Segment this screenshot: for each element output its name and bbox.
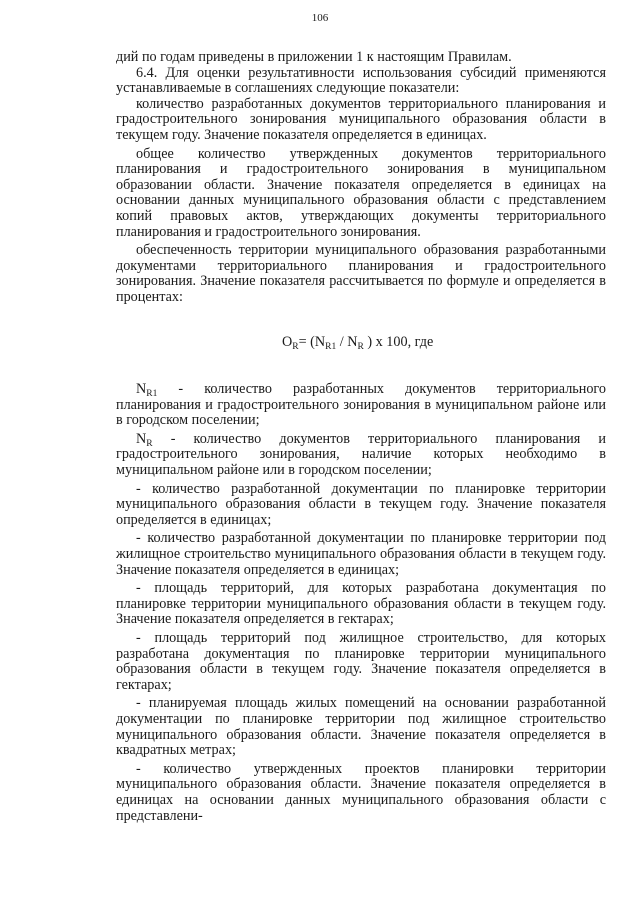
definition-nr-sub: R	[146, 438, 153, 449]
indicator-approved-documents: общее количество утвержденных документов территориального планирования и градостроительного зонирования в муниципальном образовании области. Значение показателя определяется в единицах на основании данных муниципального образования области с представлением копий правовых актов, утверждающих документы территориального планирования и градостроительного зонирования.	[116, 145, 606, 240]
definition-nr1-symbol: N	[136, 381, 147, 398]
formula-n1-sub: R1	[325, 341, 337, 352]
formula-o-sub: R	[292, 341, 299, 352]
formula-eq-open: = (N	[298, 333, 326, 350]
definition-nr	[116, 432, 606, 479]
formula-slash: / N	[336, 333, 358, 350]
list-item: - количество разработанной документации по планировке территории муниципального образования области в текущем году. Значение показателя определяется в единицах;	[116, 480, 606, 528]
paragraph-6-4: 6.4. Для оценки результативности использования субсидий применяются устанавливаемые в соглашениях следующие показатели:	[116, 64, 606, 97]
formula-tail: ) x 100, где	[363, 333, 434, 350]
page-number: 106	[311, 12, 329, 24]
definition-nr1-sub: R1	[146, 389, 158, 400]
formula	[116, 335, 606, 351]
formula-n2-sub: R	[357, 341, 364, 352]
indicator-developed-documents: количество разработанных документов территориального планирования и градостроительного зонирования муниципального образования области в текущем году. Значение показателя определяется в единицах.	[116, 95, 606, 143]
document-body	[116, 50, 606, 824]
list-item: - площадь территорий под жилищное строительство, для которых разработана документация по планировке территории муниципального образования области в текущем году. Значение показателя определяется в гектарах;	[116, 630, 606, 693]
list-item: - планируемая площадь жилых помещений на основании разработанной документации по планировке территории под жилищное строительство муниципального образования области. Значение показателя определяется в квадратных метрах;	[116, 695, 606, 759]
list-item: - количество разработанной документации по планировке территории под жилищное строительство муниципального образования области в текущем году. Значение показателя определяется в единицах;	[116, 530, 606, 578]
definition-nr-text: - количество документов территориального планирования и градостроительного зонирования, наличие которых необходимо в муниципальном районе или в городском поселении;	[116, 430, 606, 479]
list-item: - количество утвержденных проектов планировки территории муниципального образования области. Значение показателя определяется в единицах на основании данных муниципального образования области с представлени-	[116, 760, 606, 824]
list-item: - площадь территорий, для которых разработана документация по планировке территории муниципального образования области в текущем году. Значение показателя определяется в гектарах;	[116, 580, 606, 628]
definition-nr1	[116, 382, 606, 429]
formula-o: O	[282, 333, 293, 350]
paragraph-1: дий по годам приведены в приложении 1 к настоящим Правилам.	[116, 49, 512, 65]
indicator-coverage: обеспеченность территории муниципального образования разработанными документами территориального планирования и градостроительного зонирования. Значение показателя рассчитывается по формуле и определяется в процентах:	[116, 242, 606, 305]
definition-nr1-text: - количество разработанных документов территориального планирования и градостроительного зонирования в муниципальном районе или в городском поселении;	[116, 381, 606, 429]
definition-nr-symbol: N	[136, 430, 147, 447]
